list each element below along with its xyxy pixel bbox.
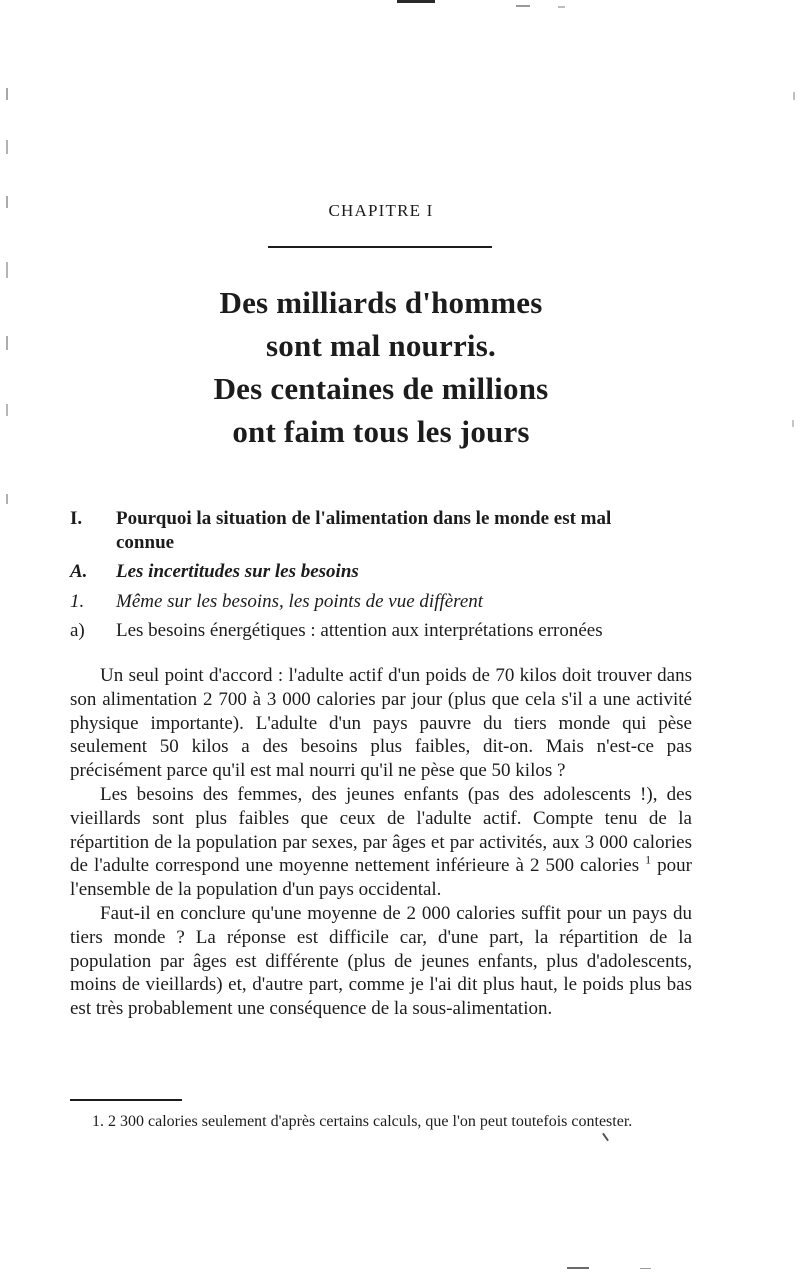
scan-artifact (6, 336, 8, 350)
scan-artifact (567, 1267, 589, 1269)
section-outline (70, 507, 692, 649)
scan-artifact (6, 140, 8, 154)
body-text (70, 664, 692, 1021)
outline-text: Même sur les besoins, les points de vue diffèrent (116, 590, 484, 612)
outline-marker: 1. (70, 590, 85, 612)
outline-text: Les incertitudes sur les besoins (116, 561, 359, 582)
chapter-rule (268, 246, 492, 248)
title-line: Des centaines de millions (213, 371, 549, 406)
scan-artifact (793, 92, 795, 100)
title-line: sont mal nourris. (266, 328, 496, 363)
scan-artifact (6, 404, 8, 416)
scan-artifact (6, 262, 8, 278)
scan-artifact (6, 494, 8, 504)
scan-artifact (602, 1133, 609, 1142)
book-title (70, 281, 692, 453)
scan-artifact (558, 6, 565, 8)
paragraph-2-text: Les besoins des femmes, des jeunes enfants (pas des adolescents !), des vieillards sont plus faibles que ceux de l'adulte actif. Compte tenu de la répartition de la population par sexes, par âges et par activités, aux 3 000 calories de l'adulte correspond une moyenne nettement inférieure à 2 500 calories (70, 783, 692, 877)
paragraph-1: Un seul point d'accord : l'adulte actif d'un poids de 70 kilos doit trouver dans son alimentation 2 700 à 3 000 calories par jour (plus que cela s'il a une activité physique importante). L'adulte d'un pays pauvre du tiers monde qui pèse seulement 50 kilos a des besoins plus faibles, dit-on. Mais n'est-ce pas précisément parce qu'il est mal nourri qu'il ne pèse que 50 kilos ? (70, 665, 692, 782)
outline-text: Les besoins énergétiques : attention aux interprétations erronées (116, 620, 603, 641)
footnote: 1. 2 300 calories seulement d'après certains calculs, que l'on peut toutefois contester. (92, 1113, 633, 1130)
paragraph-3: Faut-il en conclure qu'une moyenne de 2 000 calories suffit pour un pays du tiers monde ? La réponse est difficile car, d'une part, la répartition de la population par âges est différente (plus de jeunes enfants, plus d'adolescents, moins de vieillards) et, d'autre part, comme je l'ai dit plus haut, le poids plus bas est très probablement une conséquence de la sous-alimentation. (70, 902, 692, 1020)
scan-artifact (6, 88, 8, 100)
paragraph-2 (70, 783, 692, 902)
scan-artifact (640, 1268, 651, 1269)
footnote-separator (70, 1099, 182, 1101)
outline-marker: a) (70, 620, 85, 641)
scan-artifact (397, 0, 435, 3)
outline-marker: A. (70, 561, 88, 582)
title-line: ont faim tous les jours (232, 414, 530, 449)
outline-item (70, 590, 692, 614)
title-line: Des milliards d'hommes (219, 285, 543, 320)
outline-item (70, 560, 692, 584)
footnote-reference: 1 (645, 853, 652, 868)
footnote-area (70, 1099, 692, 1132)
scan-artifact (792, 420, 794, 427)
scan-artifact (516, 5, 530, 7)
outline-item (70, 507, 692, 554)
paragraph-2-continued: pour l'ensemble de la population d'un pays occidental. (70, 855, 692, 901)
outline-marker: I. (70, 508, 83, 529)
chapter-heading: CHAPITRE I (328, 201, 434, 220)
outline-item (70, 619, 692, 643)
outline-text: Pourquoi la situation de l'alimentation dans le monde est mal connue (116, 508, 612, 553)
scan-artifact (6, 196, 8, 208)
